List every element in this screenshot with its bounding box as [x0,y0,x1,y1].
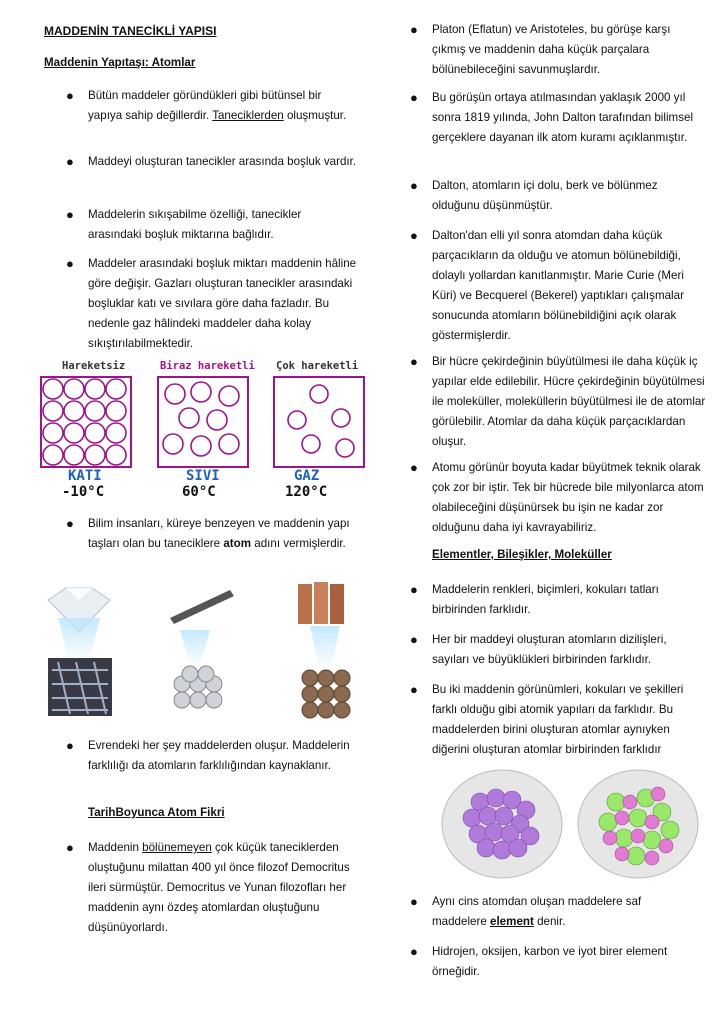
list-item: ● Atomu görünür boyuta kadar büyütmek teknik olarak çok zor bir iştir. Tek bir hücrede bile milyonlarca atom olabileceğini düşünürsek bu işin ne kadar zor olduğunu daha iyi kavrayabiliriz. [410,460,704,534]
gas-motion-label: Çok hareketli [276,360,359,372]
states-of-matter-diagram [40,360,365,510]
graphite-icon [170,590,234,708]
bullet-icon: ● [410,944,418,959]
bullet-icon: ● [66,207,74,222]
materials-atoms-illustration [40,580,365,720]
bullet-icon: ● [410,682,418,697]
bullet-icon: ● [410,22,418,37]
liquid-motion-label: Biraz hareketli [160,360,255,372]
list-item: ● Dalton, atomların içi dolu, berk ve bölünmez olduğunu düşünmüştür. [410,178,658,212]
gas-particles [275,378,363,466]
bullet-icon: ● [66,516,74,531]
list-item: ● Evrendeki her şey maddelerden oluşur. Maddelerin farklılığı da atomların farklılığından kaynaklanır. [66,738,350,772]
bullet-icon: ● [66,88,74,103]
history-heading: TarihBoyunca Atom Fikri [88,806,225,819]
solid-name: KATI [68,468,102,484]
solid-motion-label: Hareketsiz [62,360,126,372]
bullet-icon: ● [410,460,418,475]
liquid-name: SIVI [186,468,220,484]
liquid-temp: 60°C [182,484,216,500]
gas-temp: 120°C [285,484,328,500]
list-item: ● Her bir maddeyi oluşturan atomların dizilişleri, sayıları ve büyüklükleri birbirinden farklıdır. [410,632,667,666]
solid-temp: -10°C [62,484,105,500]
bullet-icon: ● [66,738,74,753]
bullet-icon: ● [66,840,74,855]
list-item: ● Maddelerin renkleri, biçimleri, kokuları tatları birbirinden farklıdır. [410,582,659,616]
solid-particles-box [40,376,132,468]
gas-particles-box [273,376,365,468]
page-title: MADDENİN TANECİKLİ YAPISI [44,24,217,38]
list-item: ● Maddeyi oluşturan tanecikler arasında boşluk vardır. [88,152,358,172]
solid-particles [42,378,130,466]
elements-heading: Elementler, Bileşikler, Moleküller [432,548,612,561]
element-sample-icon [442,770,562,878]
bullet-icon: ● [410,178,418,193]
list-item: ● Dalton'dan elli yıl sonra atomdan daha küçük parçacıkların da olduğu ve atomun bölünebildiği, dolaylı yollardan kanıtlanmıştır. Marie Curie (Meri Küri) ve Becquerel (Bekerel) yaptıkları çalışmalar sonucunda atomların bölünebildiğini açık olarak göstermişlerdir. [410,228,684,342]
bullet-icon: ● [410,582,418,597]
bullet-icon: ● [410,354,418,369]
bullet-icon: ● [410,90,418,105]
liquid-particles-box [157,376,249,468]
gas-name: GAZ [294,468,320,484]
bullet-icon: ● [410,894,418,909]
diamond-icon [48,588,112,716]
compound-sample-icon [578,770,698,878]
list-item: ● Maddeler arasındaki boşluk miktarı maddenin hâline göre değişir. Gazları oluşturan tanecikler arasındaki boşluklar katı ve sıvılara göre daha fazladır. Bu nedenle gaz hâlindeki maddeler daha kolay sıkıştırılabilmektedir. [66,256,357,350]
bullet-icon: ● [410,632,418,647]
bullet-icon: ● [66,154,74,169]
bullet-icon: ● [66,256,74,271]
bullet-icon: ● [410,228,418,243]
list-item: ● Bilim insanları, küreye benzeyen ve maddenin yapı taşları olan bu taneciklere atom adını vermişlerdir. [66,516,350,550]
list-item: ● Bu görüşün ortaya atılmasından yaklaşık 2000 yıl sonra 1819 yılında, John Dalton tarafından bilimsel gerçeklere dayanan ilk atom kuramı açıklanmıştır. [410,90,694,144]
section-subtitle: Maddenin Yapıtaşı: Atomlar [44,56,196,69]
list-item: ● Bir hücre çekirdeğinin büyütülmesi ile daha küçük iç yapılar elde edilebilir. Hücre çekirdeğinin büyütülmesi ile moleküller, moleküllerin büyütülmesi ile de atomlar görülebilir. Atomlar da daha küçük parçacıklardan oluşur. [410,354,706,448]
list-item: ● Hidrojen, oksijen, karbon ve iyot birer element örneğidir. [410,944,668,978]
liquid-particles [159,378,247,466]
list-item: ● Aynı cins atomdan oluşan maddelere saf maddelere element denir. [410,894,642,928]
list-item: ● Bu iki maddenin görünümleri, kokuları ve şekilleri farklı olduğu gibi atomik yapıları da farklıdır. Bu maddelerden birini oluşturan atomlar aynıyken diğerini oluşturan atomlar birbirinden farklıdır [410,682,684,756]
list-item: ● Maddelerin sıkışabilme özelliği, tanecikler arasındaki boşluk miktarına bağlıdır. [66,207,302,241]
molecules-illustration [440,766,702,884]
list-item: ● Maddenin bölünemeyen çok küçük taneciklerden oluştuğunu milattan 400 yıl önce filozof Democritus ileri sürmüştür. Democritus ve Yunan filozofları her maddenin aynı özdeş atomlardan oluştuğunu düşünüyorlardı. [66,840,350,934]
list-item: ● Bütün maddeler göründükleri gibi bütünsel bir yapıya sahip değillerdir. Taneciklerden oluşmuştur. [66,88,347,122]
list-item: ● Platon (Eflatun) ve Aristoteles, bu görüşe karşı çıkmış ve maddenin daha küçük parçalara bölünebileceğini savunmuşlardır. [410,22,671,76]
copper-icon [298,582,350,718]
